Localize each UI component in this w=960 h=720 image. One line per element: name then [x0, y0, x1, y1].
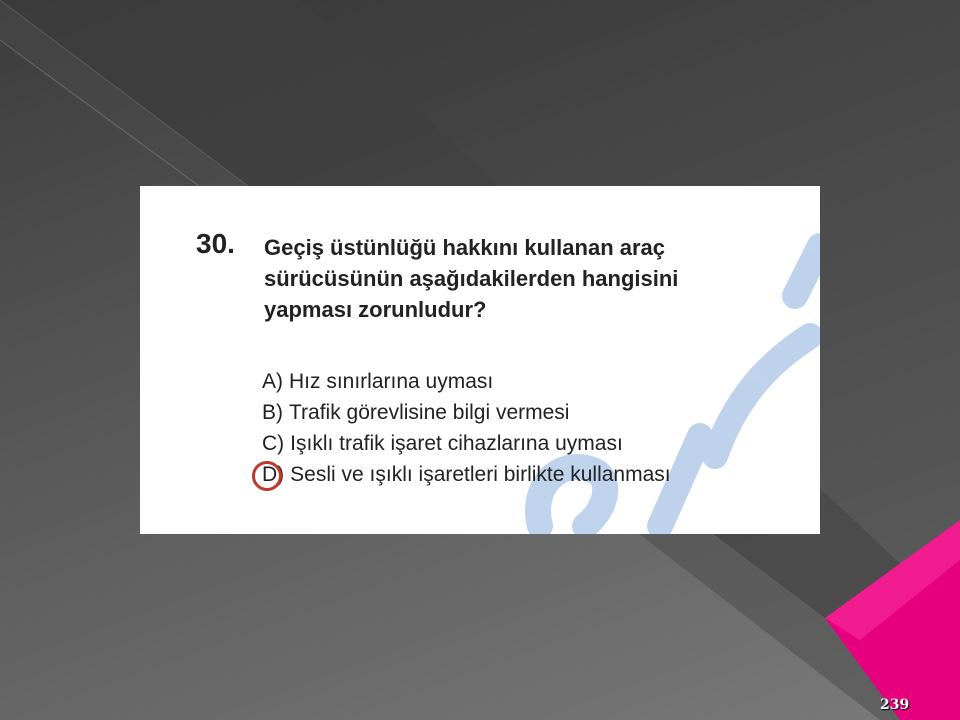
page-number: 239 — [880, 697, 910, 713]
option-b-text: Trafik görevlisine bilgi vermesi — [289, 401, 570, 424]
option-b[interactable] — [262, 397, 671, 428]
question-line-3: yapması zorunludur? — [264, 297, 487, 322]
selected-answer-circle — [252, 461, 285, 491]
option-c-text: Işıklı trafik işaret cihazlarına uyması — [290, 432, 623, 455]
option-d[interactable] — [262, 459, 671, 490]
option-c-letter: C) — [262, 432, 285, 455]
question-image — [140, 186, 820, 534]
answer-options — [262, 366, 671, 490]
question-text — [264, 232, 804, 325]
option-a-letter: A) — [262, 370, 283, 393]
option-b-letter: B) — [262, 401, 283, 424]
option-a[interactable] — [262, 366, 671, 397]
option-d-text: Sesli ve ışıklı işaretleri birlikte kullanması — [290, 463, 671, 486]
option-a-text: Hız sınırlarına uyması — [289, 370, 494, 393]
option-c[interactable] — [262, 428, 671, 459]
question-line-1: Geçiş üstünlüğü hakkını kullanan araç — [264, 235, 666, 260]
option-d-letter: D) — [262, 463, 285, 486]
question-line-2: sürücüsünün aşağıdakilerden hangisini — [264, 266, 679, 291]
question-number: 30. — [196, 228, 235, 259]
